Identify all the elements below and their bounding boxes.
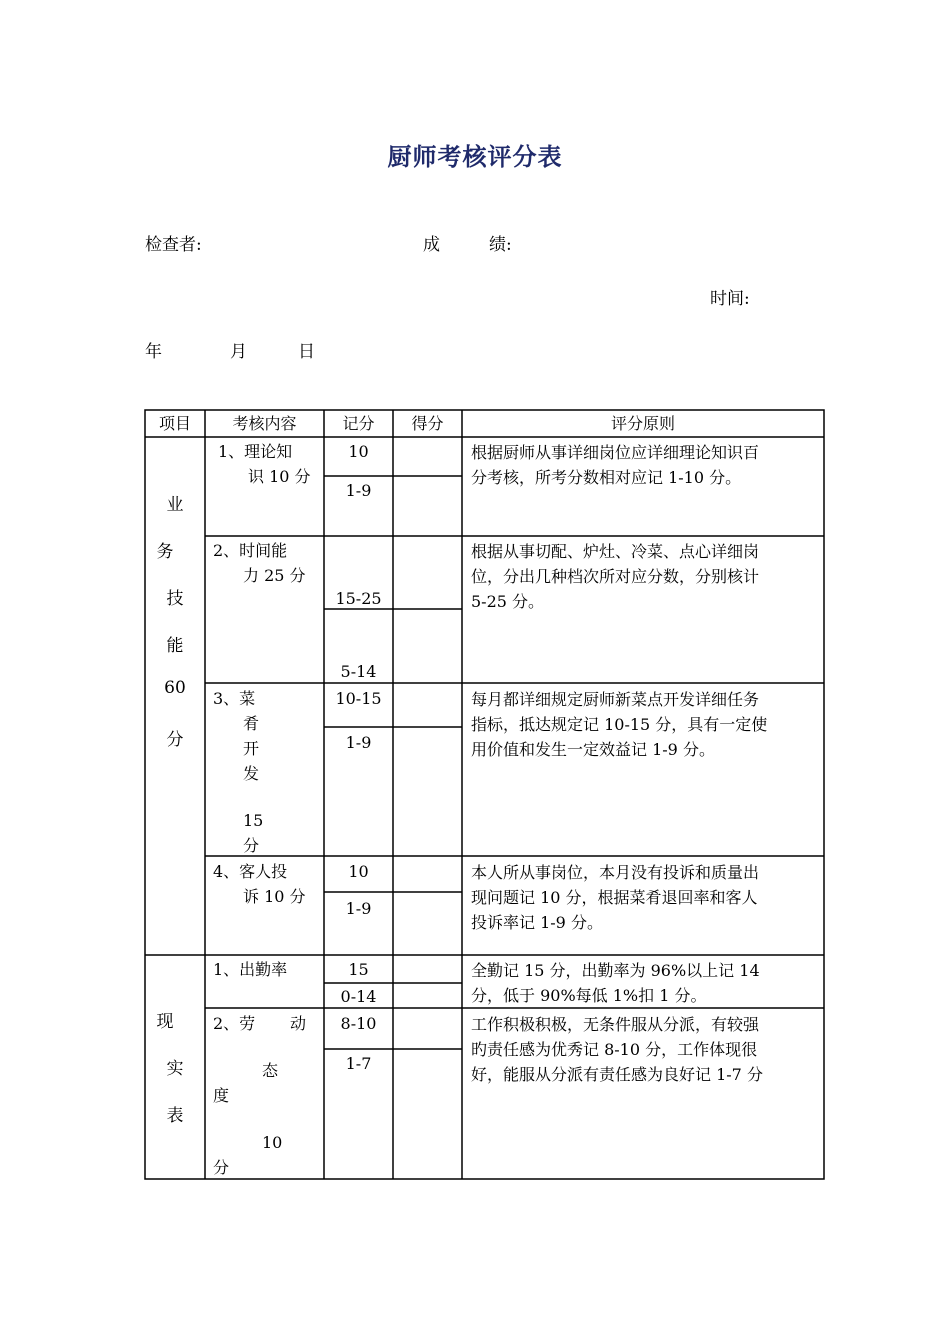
item-content-line: 态 [262,1061,279,1080]
item-content-line: 度 [213,1086,230,1105]
points-value: 8-10 [340,1014,377,1033]
item-content-line: 发 [243,764,260,783]
item-content-line: 识 10 分 [248,467,311,486]
header-score: 得分 [411,414,444,433]
points-value: 1-9 [345,733,372,752]
section-2-char: 实 [166,1059,184,1079]
item-content-line: 2、时间能 [213,541,288,560]
criteria-line: 现问题记 10 分，根据菜肴退回率和客人 [471,888,758,907]
section-1-char: 分 [166,730,184,750]
criteria-line: 每月都详细规定厨师新菜点开发详细任务 [471,690,760,709]
criteria-line: 用价值和发生一定效益记 1-9 分。 [471,740,715,759]
item-content-line: 肴 [243,714,260,733]
points-value: 1-9 [345,899,372,918]
item-content-line: 力 25 分 [243,566,306,585]
section-1-char: 技 [166,589,184,609]
score-label-2: 绩: [489,235,512,255]
points-value: 10 [348,442,369,461]
section-1-char: 能 [166,636,184,656]
criteria-line: 全勤记 15 分，出勤率为 96%以上记 14 [471,961,760,980]
document-title: 厨师考核评分表 [387,143,563,171]
points-value: 15-25 [335,589,382,608]
criteria-line: 位，分出几种档次所对应分数，分别核计 [471,567,760,586]
header-criteria: 评分原则 [610,414,675,433]
item-content-line: 3、菜 [213,689,256,708]
criteria-line: 根据从事切配、炉灶、冷菜、点心详细岗 [471,542,760,561]
criteria-line: 分，低于 90%每低 1%扣 1 分。 [471,986,707,1005]
criteria-line: 好，能服从分派有责任感为良好记 1-7 分 [471,1065,763,1084]
points-value: 1-7 [345,1054,372,1073]
item-content-line: 分 [243,836,260,855]
section-2-char: 现 [156,1012,174,1032]
points-value: 10-15 [335,689,382,708]
score-label-1: 成 [423,235,440,255]
item-content-line: 2、劳 [213,1014,256,1033]
inspector-label: 检查者: [145,235,202,255]
time-label: 时间: [710,289,750,309]
points-value: 5-14 [340,662,377,681]
header-project: 项目 [158,414,191,433]
criteria-line: 根据厨师从事详细岗位应详细理论知识百 [471,443,760,462]
item-content-line: 开 [243,739,260,758]
item-content-line: 动 [290,1014,307,1033]
criteria-line: 本人所从事岗位，本月没有投诉和质量出 [471,863,760,882]
item-content-line: 10 [262,1133,283,1152]
section-1-char: 60 [164,678,186,698]
criteria-line: 投诉率记 1-9 分。 [471,913,603,932]
item-content-line: 1、理论知 [218,442,293,461]
criteria-line: 工作积极积极，无条件服从分派，有较强 [471,1015,760,1034]
item-content-line: 诉 10 分 [243,887,306,906]
month-label: 月 [230,342,247,362]
item-content-line: 15 [243,811,264,830]
points-value: 10 [348,862,369,881]
year-label: 年 [145,342,162,362]
section-2-char: 表 [166,1106,184,1126]
day-label: 日 [298,342,315,362]
points-value: 0-14 [340,987,377,1006]
item-content-line: 4、客人投 [213,862,288,881]
section-1-char: 务 [156,542,174,562]
points-value: 15 [348,960,369,979]
criteria-line: 指标，抵达规定记 10-15 分，具有一定使 [471,715,768,734]
item-content-line: 1、出勤率 [213,960,288,979]
header-content: 考核内容 [232,414,297,433]
criteria-line: 旳责任感为优秀记 8-10 分，工作体现很 [471,1040,758,1059]
item-content-line: 分 [213,1158,230,1177]
criteria-line: 分考核，所考分数相对应记 1-10 分。 [471,468,742,487]
points-value: 1-9 [345,481,372,500]
criteria-line: 5-25 分。 [471,592,545,611]
section-1-char: 业 [166,495,184,515]
header-points: 记分 [342,414,375,433]
